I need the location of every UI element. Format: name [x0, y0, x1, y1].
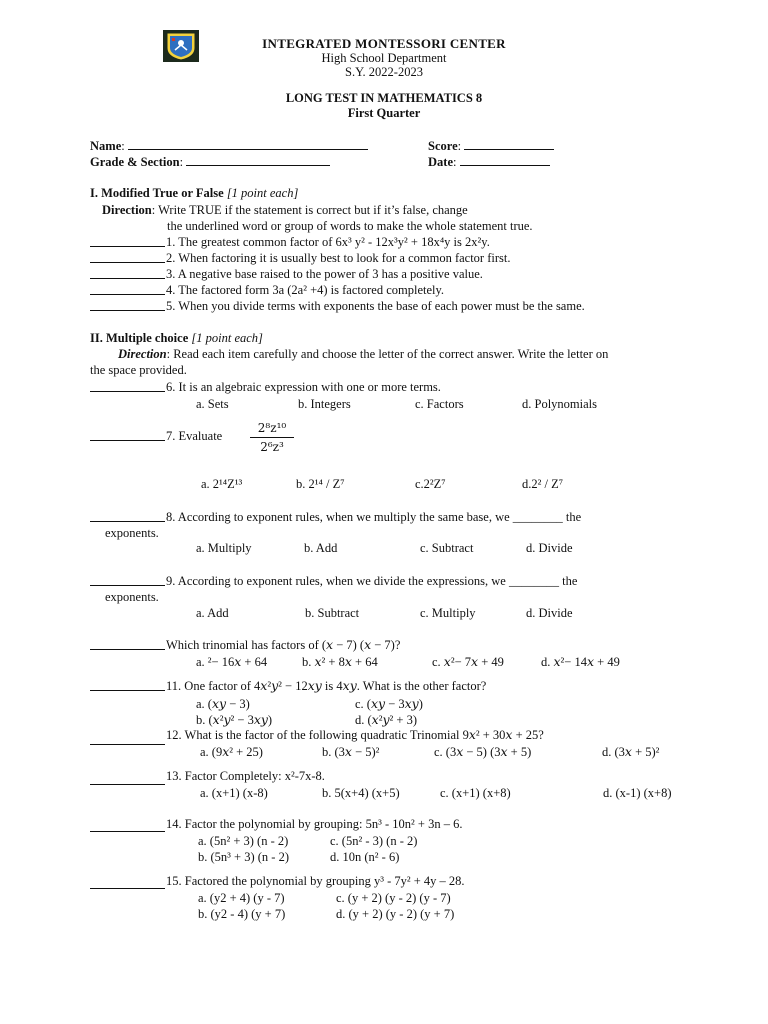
- q11-choice-a: a. (𝑥𝑦 − 3): [196, 697, 250, 711]
- answer-blank-1[interactable]: [90, 236, 165, 247]
- q7-numerator: 2⁸z¹⁰: [257, 421, 287, 435]
- date-label: Date: [428, 155, 453, 169]
- q9-choice-b: b. Subtract: [305, 606, 360, 620]
- q7-choice-c: c.2²Z⁷: [415, 477, 446, 491]
- item-2: 2. When factoring it is usually best to look for a common factor first.: [166, 251, 511, 265]
- answer-blank-6[interactable]: [90, 381, 165, 392]
- section2-heading: II. Multiple choice [1 point each]: [90, 331, 263, 345]
- name-label: Name: [90, 139, 122, 153]
- q15-choice-d: d. (y + 2) (y - 2) (y + 7): [336, 907, 455, 921]
- section1-heading: I. Modified True or False [1 point each]: [90, 186, 299, 200]
- question-15: 15. Factored the polynomial by grouping y³ - 7y² + 4y – 28.: [166, 874, 465, 888]
- q8-choice-a: a. Multiply: [196, 541, 252, 555]
- q6-choice-a: a. Sets: [196, 397, 229, 411]
- q13-choice-a: a. (x+1) (x-8): [200, 786, 268, 800]
- q15-choice-a: a. (y2 + 4) (y - 7): [198, 891, 285, 905]
- question-11: 11. One factor of 4𝑥²𝑦² − 12𝑥𝑦 is 4𝑥𝑦. What is the other factor?: [166, 679, 487, 693]
- q6-choice-d: d. Polynomials: [522, 397, 598, 411]
- score-field[interactable]: Score:: [428, 139, 554, 154]
- question-14: 14. Factor the polynomial by grouping: 5n³ - 10n² + 3n – 6.: [166, 817, 463, 831]
- q10-choice-a: a. ²− 16𝑥 + 64: [196, 655, 268, 669]
- q7-choice-b: b. 2¹⁴ / Z⁷: [296, 477, 345, 491]
- grade-section-field[interactable]: Grade & Section:: [90, 155, 330, 170]
- q12-choice-a: a. (9𝑥² + 25): [200, 745, 263, 759]
- item-3: 3. A negative base raised to the power of 3 has a positive value.: [166, 267, 483, 281]
- q8-choice-d: d. Divide: [526, 541, 573, 555]
- q7-fraction: [250, 421, 294, 454]
- q12-choice-c: c. (3𝑥 − 5) (3𝑥 + 5): [434, 745, 532, 759]
- item-5: 5. When you divide terms with exponents the base of each power must be the same.: [166, 299, 585, 313]
- q10-choice-b: b. 𝑥² + 8𝑥 + 64: [302, 655, 378, 669]
- question-12: 12. What is the factor of the following quadratic Trinomial 9𝑥² + 30𝑥 + 25?: [166, 728, 544, 742]
- q7-choice-d: d.2² / Z⁷: [522, 477, 564, 491]
- q13-choice-c: c. (x+1) (x+8): [440, 786, 511, 800]
- answer-blank-15[interactable]: [90, 878, 165, 889]
- q14-choice-a: a. (5n² + 3) (n - 2): [198, 834, 289, 848]
- q15-choice-c: c. (y + 2) (y - 2) (y - 7): [336, 891, 451, 905]
- question-13: 13. Factor Completely: x²-7x-8.: [166, 769, 325, 783]
- q6-choice-b: b. Integers: [298, 397, 351, 411]
- date-field[interactable]: Date:: [428, 155, 550, 170]
- q11-choice-c: c. (𝑥𝑦 − 3𝑥𝑦): [355, 697, 423, 711]
- q8-choice-b: b. Add: [304, 541, 338, 555]
- answer-blank-14[interactable]: [90, 821, 165, 832]
- q12-choice-d: d. (3𝑥 + 5)²: [602, 745, 660, 759]
- q13-choice-b: b. 5(x+4) (x+5): [322, 786, 400, 800]
- answer-blank-11[interactable]: [90, 680, 165, 691]
- item-1: 1. The greatest common factor of 6x³ y² - 12x³y² + 18x⁴y is 2x²y.: [166, 235, 490, 249]
- school-year: S.Y. 2022-2023: [345, 65, 423, 79]
- score-label: Score: [428, 139, 458, 153]
- q13-choice-d: d. (x-1) (x+8): [603, 786, 672, 800]
- school-name: INTEGRATED MONTESSORI CENTER: [262, 36, 506, 51]
- q11-choice-b: b. (𝑥²𝑦² − 3𝑥𝑦): [196, 713, 273, 727]
- department: High School Department: [321, 51, 447, 65]
- q7-denominator: 2⁶z³: [260, 440, 284, 454]
- q11-choice-d: d. (𝑥²𝑦² + 3): [355, 713, 417, 727]
- answer-blank-8[interactable]: [90, 511, 165, 522]
- answer-blank-12[interactable]: [90, 734, 165, 745]
- question-9: 9. According to exponent rules, when we divide the expressions, we ________ the: [166, 574, 578, 588]
- answer-blank-2[interactable]: [90, 252, 165, 263]
- answer-blank-3[interactable]: [90, 268, 165, 279]
- q9-choice-a: a. Add: [196, 606, 229, 620]
- question-7: 7. Evaluate: [166, 429, 223, 443]
- quarter: First Quarter: [347, 106, 421, 120]
- q14-choice-c: c. (5n² - 3) (n - 2): [330, 834, 418, 848]
- q6-choice-c: c. Factors: [415, 397, 464, 411]
- answer-blank-4[interactable]: [90, 284, 165, 295]
- answer-blank-9[interactable]: [90, 575, 165, 586]
- q14-choice-b: b. (5n³ + 3) (n - 2): [198, 850, 289, 864]
- question-9-cont: exponents.: [105, 590, 159, 604]
- q9-choice-d: d. Divide: [526, 606, 573, 620]
- q8-choice-c: c. Subtract: [420, 541, 474, 555]
- section1-direction: Direction: Write TRUE if the statement is correct but if it’s false, change: [102, 203, 468, 217]
- q9-choice-c: c. Multiply: [420, 606, 476, 620]
- item-4: 4. The factored form 3a (2a² +4) is factored completely.: [166, 283, 445, 297]
- answer-blank-10[interactable]: [90, 639, 165, 650]
- answer-blank-5[interactable]: [90, 300, 165, 311]
- answer-blank-7[interactable]: [90, 430, 165, 441]
- question-8-cont: exponents.: [105, 526, 159, 540]
- q10-choice-d: d. 𝑥²− 14𝑥 + 49: [541, 655, 620, 669]
- q12-choice-b: b. (3𝑥 − 5)²: [322, 745, 380, 759]
- q10-choice-c: c. 𝑥²− 7𝑥 + 49: [432, 655, 504, 669]
- question-8: 8. According to exponent rules, when we multiply the same base, we ________ the: [166, 510, 582, 524]
- section2-direction-cont: the space provided.: [90, 363, 187, 377]
- q14-choice-d: d. 10n (n² - 6): [330, 850, 400, 864]
- section1-direction-cont: the underlined word or group of words to make the whole statement true.: [167, 219, 533, 233]
- question-6: 6. It is an algebraic expression with one or more terms.: [166, 380, 441, 394]
- grade-section-label: Grade & Section: [90, 155, 180, 169]
- q15-choice-b: b. (y2 - 4) (y + 7): [198, 907, 286, 921]
- test-title: LONG TEST IN MATHEMATICS 8: [285, 91, 483, 105]
- name-field[interactable]: Name:: [90, 139, 368, 154]
- q7-choice-a: a. 2¹⁴Z¹³: [201, 477, 243, 491]
- question-10: Which trinomial has factors of (𝑥 − 7) (𝑥 − 7)?: [166, 638, 401, 652]
- section2-direction: Direction: Read each item carefully and choose the letter of the correct answer. Write the letter on: [118, 347, 609, 361]
- answer-blank-13[interactable]: [90, 774, 165, 785]
